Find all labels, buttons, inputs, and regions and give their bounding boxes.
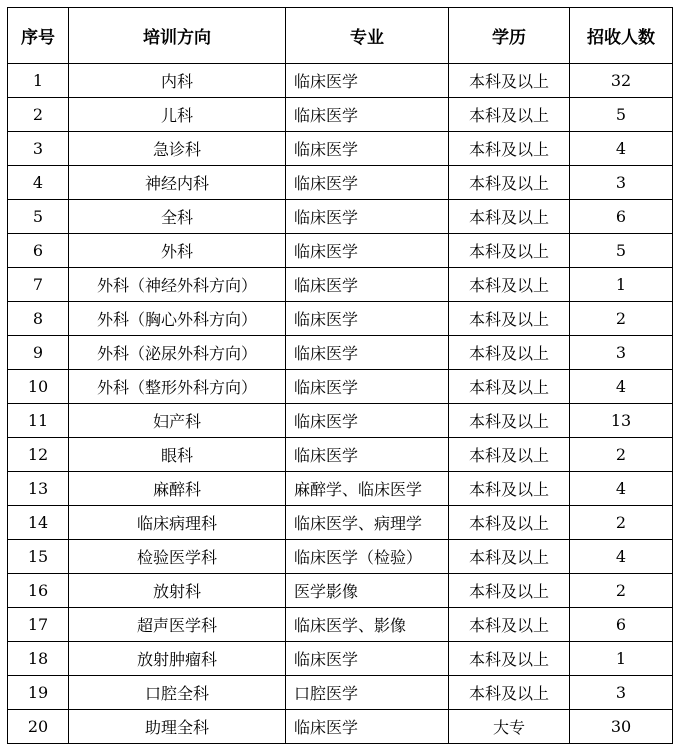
header-training-direction: 培训方向 (69, 8, 286, 64)
enrollment-count-cell: 5 (570, 98, 673, 132)
row-index-cell: 13 (8, 472, 69, 506)
table-row (8, 64, 673, 98)
education-cell: 本科及以上 (449, 370, 570, 404)
major-cell: 口腔医学 (286, 676, 449, 710)
enrollment-count-cell: 4 (570, 132, 673, 166)
enrollment-count-cell: 5 (570, 234, 673, 268)
major-cell: 医学影像 (286, 574, 449, 608)
training-direction-cell: 全科 (69, 200, 286, 234)
education-cell: 本科及以上 (449, 642, 570, 676)
table-row (8, 574, 673, 608)
enrollment-count-cell: 3 (570, 336, 673, 370)
row-index-cell: 14 (8, 506, 69, 540)
major-cell: 临床医学 (286, 132, 449, 166)
education-cell: 本科及以上 (449, 404, 570, 438)
major-cell: 临床医学 (286, 268, 449, 302)
training-direction-cell: 检验医学科 (69, 540, 286, 574)
row-index-cell: 7 (8, 268, 69, 302)
row-index-cell: 17 (8, 608, 69, 642)
major-cell: 临床医学 (286, 370, 449, 404)
enrollment-count-cell: 2 (570, 438, 673, 472)
enrollment-count-cell: 6 (570, 608, 673, 642)
education-cell: 本科及以上 (449, 64, 570, 98)
header-enrollment-count: 招收人数 (570, 8, 673, 64)
table-body (8, 64, 673, 744)
row-index-cell: 4 (8, 166, 69, 200)
education-cell: 本科及以上 (449, 608, 570, 642)
major-cell: 临床医学 (286, 98, 449, 132)
major-cell: 临床医学 (286, 404, 449, 438)
row-index-cell: 12 (8, 438, 69, 472)
major-cell: 临床医学 (286, 64, 449, 98)
training-direction-cell: 外科（神经外科方向） (69, 268, 286, 302)
row-index-cell: 5 (8, 200, 69, 234)
major-cell: 临床医学（检验） (286, 540, 449, 574)
education-cell: 本科及以上 (449, 132, 570, 166)
row-index-cell: 20 (8, 710, 69, 744)
training-direction-cell: 口腔全科 (69, 676, 286, 710)
training-direction-cell: 眼科 (69, 438, 286, 472)
training-direction-cell: 麻醉科 (69, 472, 286, 506)
header-index: 序号 (8, 8, 69, 64)
row-index-cell: 18 (8, 642, 69, 676)
table-row (8, 132, 673, 166)
table-row (8, 302, 673, 336)
training-direction-cell: 儿科 (69, 98, 286, 132)
training-direction-cell: 外科（胸心外科方向） (69, 302, 286, 336)
education-cell: 本科及以上 (449, 540, 570, 574)
training-direction-cell: 急诊科 (69, 132, 286, 166)
table-row (8, 268, 673, 302)
enrollment-count-cell: 1 (570, 642, 673, 676)
major-cell: 临床医学 (286, 200, 449, 234)
table-header-row (8, 8, 673, 64)
enrollment-count-cell: 6 (570, 200, 673, 234)
enrollment-count-cell: 32 (570, 64, 673, 98)
enrollment-count-cell: 3 (570, 166, 673, 200)
major-cell: 临床医学 (286, 302, 449, 336)
row-index-cell: 2 (8, 98, 69, 132)
training-direction-cell: 外科（泌尿外科方向） (69, 336, 286, 370)
major-cell: 临床医学 (286, 710, 449, 744)
major-cell: 临床医学 (286, 166, 449, 200)
header-major: 专业 (286, 8, 449, 64)
enrollment-count-cell: 3 (570, 676, 673, 710)
enrollment-count-cell: 4 (570, 370, 673, 404)
table-row (8, 370, 673, 404)
training-direction-cell: 内科 (69, 64, 286, 98)
enrollment-count-cell: 30 (570, 710, 673, 744)
major-cell: 临床医学、影像 (286, 608, 449, 642)
row-index-cell: 8 (8, 302, 69, 336)
education-cell: 本科及以上 (449, 234, 570, 268)
table-row (8, 438, 673, 472)
table-row (8, 234, 673, 268)
enrollment-table-container (7, 7, 673, 744)
table-row (8, 98, 673, 132)
enrollment-count-cell: 1 (570, 268, 673, 302)
education-cell: 本科及以上 (449, 336, 570, 370)
education-cell: 本科及以上 (449, 574, 570, 608)
education-cell: 本科及以上 (449, 302, 570, 336)
major-cell: 临床医学、病理学 (286, 506, 449, 540)
enrollment-count-cell: 2 (570, 302, 673, 336)
education-cell: 本科及以上 (449, 268, 570, 302)
training-direction-cell: 放射肿瘤科 (69, 642, 286, 676)
row-index-cell: 16 (8, 574, 69, 608)
training-direction-cell: 外科 (69, 234, 286, 268)
table-row (8, 608, 673, 642)
training-direction-cell: 妇产科 (69, 404, 286, 438)
table-row (8, 166, 673, 200)
table-row (8, 200, 673, 234)
enrollment-count-cell: 2 (570, 574, 673, 608)
education-cell: 本科及以上 (449, 676, 570, 710)
education-cell: 本科及以上 (449, 98, 570, 132)
education-cell: 本科及以上 (449, 472, 570, 506)
major-cell: 临床医学 (286, 336, 449, 370)
enrollment-count-cell: 2 (570, 506, 673, 540)
row-index-cell: 19 (8, 676, 69, 710)
table-row (8, 642, 673, 676)
enrollment-count-cell: 13 (570, 404, 673, 438)
training-direction-cell: 临床病理科 (69, 506, 286, 540)
major-cell: 临床医学 (286, 234, 449, 268)
table-row (8, 506, 673, 540)
table-row (8, 710, 673, 744)
training-direction-cell: 神经内科 (69, 166, 286, 200)
education-cell: 本科及以上 (449, 166, 570, 200)
table-row (8, 540, 673, 574)
table-row (8, 404, 673, 438)
education-cell: 大专 (449, 710, 570, 744)
major-cell: 麻醉学、临床医学 (286, 472, 449, 506)
education-cell: 本科及以上 (449, 438, 570, 472)
training-direction-cell: 助理全科 (69, 710, 286, 744)
training-direction-cell: 外科（整形外科方向） (69, 370, 286, 404)
row-index-cell: 6 (8, 234, 69, 268)
row-index-cell: 3 (8, 132, 69, 166)
training-direction-cell: 超声医学科 (69, 608, 286, 642)
header-education: 学历 (449, 8, 570, 64)
enrollment-table (7, 7, 673, 744)
row-index-cell: 11 (8, 404, 69, 438)
table-row (8, 336, 673, 370)
row-index-cell: 9 (8, 336, 69, 370)
education-cell: 本科及以上 (449, 200, 570, 234)
row-index-cell: 1 (8, 64, 69, 98)
major-cell: 临床医学 (286, 642, 449, 676)
row-index-cell: 15 (8, 540, 69, 574)
training-direction-cell: 放射科 (69, 574, 286, 608)
major-cell: 临床医学 (286, 438, 449, 472)
education-cell: 本科及以上 (449, 506, 570, 540)
table-row (8, 472, 673, 506)
table-row (8, 676, 673, 710)
enrollment-count-cell: 4 (570, 540, 673, 574)
row-index-cell: 10 (8, 370, 69, 404)
enrollment-count-cell: 4 (570, 472, 673, 506)
